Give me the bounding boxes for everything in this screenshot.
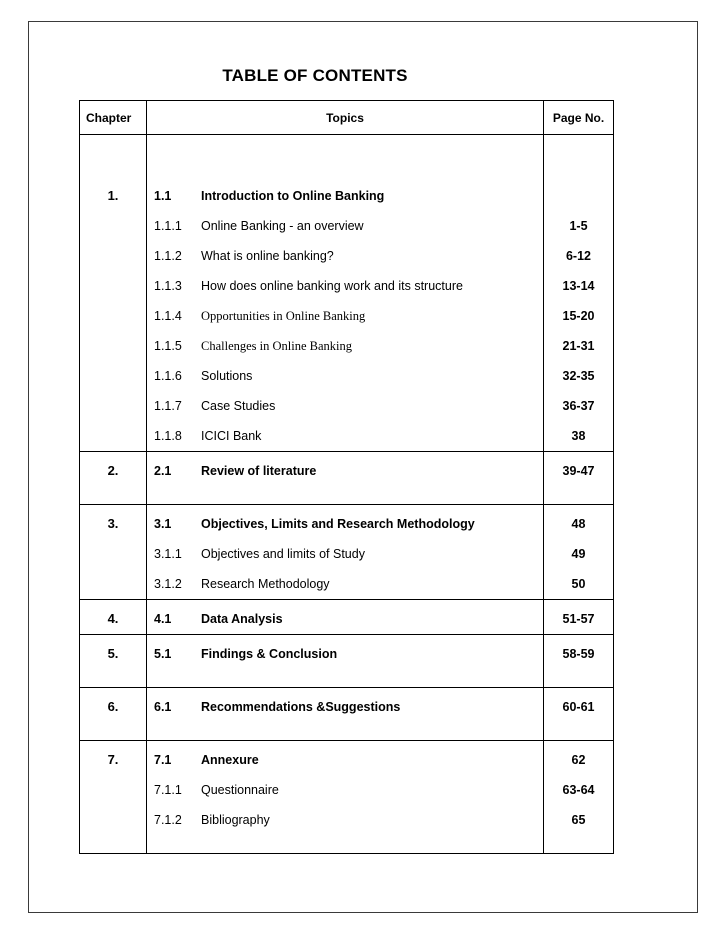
- entry-title: Challenges in Online Banking: [201, 339, 353, 353]
- toc-entry: [147, 456, 543, 486]
- toc-entry: [147, 421, 543, 451]
- toc-entry: [147, 301, 543, 331]
- topics-cell: [147, 741, 544, 854]
- toc-entry: [147, 805, 543, 835]
- entry-title: Annexure: [201, 753, 259, 767]
- toc-entry: [147, 775, 543, 805]
- entry-number: 3.1.2: [154, 577, 182, 591]
- chapter-number-text: 5.: [107, 646, 119, 661]
- chapter-number: [80, 452, 147, 505]
- entry-title: Objectives and limits of Study: [201, 547, 365, 561]
- chapter-number: [80, 635, 147, 688]
- entry-title: Findings & Conclusion: [201, 647, 338, 661]
- entry-page: 50: [571, 577, 586, 591]
- header-topics: Topics: [147, 101, 544, 135]
- toc-header-row: [80, 101, 614, 135]
- chapter-number-text: 7.: [107, 752, 119, 767]
- toc-chapter-row: [80, 135, 614, 452]
- toc-entry: [147, 604, 543, 634]
- entry-page: 58-59: [562, 647, 595, 661]
- entry-title: Questionnaire: [201, 783, 279, 797]
- page-cell: [544, 135, 614, 452]
- topics-cell: [147, 688, 544, 741]
- entry-number: 7.1.1: [154, 783, 182, 797]
- entry-page: 39-47: [562, 464, 595, 478]
- entry-page: 15-20: [562, 309, 595, 323]
- entry-number: 3.1.1: [154, 547, 182, 561]
- toc-entry: [147, 539, 543, 569]
- header-chapter: Chapter: [80, 101, 147, 135]
- toc-chapter-row: [80, 741, 614, 854]
- entry-number: 7.1.2: [154, 813, 182, 827]
- chapter-number-text: 6.: [107, 699, 119, 714]
- entry-title: Review of literature: [201, 464, 317, 478]
- entry-page: [544, 181, 613, 211]
- entry-page: 65: [571, 813, 586, 827]
- entry-title: Introduction to Online Banking: [201, 189, 385, 203]
- entry-page: 32-35: [562, 369, 595, 383]
- entry-title: Recommendations &Suggestions: [201, 700, 401, 714]
- entry-number: 1.1.2: [154, 249, 182, 263]
- topics-cell: [147, 505, 544, 600]
- chapter-number: [80, 741, 147, 854]
- chapter-number: [80, 688, 147, 741]
- entry-title: Bibliography: [201, 813, 270, 827]
- entry-number: 1.1.1: [154, 219, 182, 233]
- entry-title: Opportunities in Online Banking: [201, 309, 366, 323]
- entry-number: 1.1.8: [154, 429, 182, 443]
- entry-title: Online Banking - an overview: [201, 219, 364, 233]
- entry-number: 1.1.5: [154, 339, 182, 353]
- entry-title: Research Methodology: [201, 577, 330, 591]
- chapter-number: [80, 600, 147, 635]
- entry-number: 1.1.4: [154, 309, 182, 323]
- toc-table: [79, 100, 614, 854]
- entry-page: 48: [571, 517, 586, 531]
- chapter-number-text: 2.: [107, 463, 119, 478]
- chapter-number: [80, 135, 147, 452]
- toc-entry: [147, 181, 543, 211]
- entry-number: 1.1: [154, 189, 172, 203]
- toc-chapter-row: [80, 452, 614, 505]
- entry-number: 1.1.7: [154, 399, 182, 413]
- entry-page: 21-31: [562, 339, 595, 353]
- entry-page: 51-57: [562, 612, 595, 626]
- topics-cell: [147, 635, 544, 688]
- page-cell: [544, 741, 614, 854]
- entry-title: Case Studies: [201, 399, 276, 413]
- entry-title: What is online banking?: [201, 249, 334, 263]
- entry-page: 49: [571, 547, 586, 561]
- toc-entry: [147, 509, 543, 539]
- page-cell: [544, 452, 614, 505]
- entry-title: Objectives, Limits and Research Methodology: [201, 517, 475, 531]
- toc-entry: [147, 569, 543, 599]
- entry-title: How does online banking work and its structure: [201, 279, 463, 293]
- toc-chapter-row: [80, 688, 614, 741]
- entry-page: 1-5: [569, 219, 588, 233]
- toc-entry: [147, 639, 543, 669]
- page-cell: [544, 505, 614, 600]
- toc-entry: [147, 692, 543, 722]
- entry-number: 2.1: [154, 464, 172, 478]
- entry-number: 5.1: [154, 647, 172, 661]
- entry-number: 4.1: [154, 612, 172, 626]
- entry-number: 3.1: [154, 517, 172, 531]
- entry-title: Solutions: [201, 369, 253, 383]
- chapter-number: [80, 505, 147, 600]
- entry-number: 7.1: [154, 753, 172, 767]
- entry-number: 1.1.3: [154, 279, 182, 293]
- toc-chapter-row: [80, 600, 614, 635]
- chapter-number-text: 1.: [107, 188, 119, 203]
- toc-chapter-row: [80, 505, 614, 600]
- entry-number: 1.1.6: [154, 369, 182, 383]
- entry-page: 63-64: [562, 783, 595, 797]
- toc-entry: [147, 271, 543, 301]
- topics-cell: [147, 600, 544, 635]
- entry-page: 36-37: [562, 399, 595, 413]
- entry-page: 38: [571, 429, 586, 443]
- entry-title: ICICI Bank: [201, 429, 262, 443]
- toc-entry: [147, 331, 543, 361]
- chapter-number-text: 3.: [107, 516, 119, 531]
- entry-page: 13-14: [562, 279, 595, 293]
- page-cell: [544, 635, 614, 688]
- toc-chapter-row: [80, 635, 614, 688]
- entry-page: 62: [571, 753, 586, 767]
- page-cell: [544, 600, 614, 635]
- entry-page: 6-12: [565, 249, 592, 263]
- page-cell: [544, 688, 614, 741]
- toc-entry: [147, 745, 543, 775]
- header-page: Page No.: [544, 101, 614, 135]
- toc-entry: [147, 361, 543, 391]
- toc-entry: [147, 241, 543, 271]
- page-title: TABLE OF CONTENTS: [222, 66, 408, 85]
- topics-cell: [147, 135, 544, 452]
- chapter-number-text: 4.: [107, 611, 119, 626]
- toc-entry: [147, 211, 543, 241]
- topics-cell: [147, 452, 544, 505]
- entry-page: 60-61: [562, 700, 595, 714]
- entry-title: Data Analysis: [201, 612, 283, 626]
- toc-entry: [147, 391, 543, 421]
- entry-number: 6.1: [154, 700, 172, 714]
